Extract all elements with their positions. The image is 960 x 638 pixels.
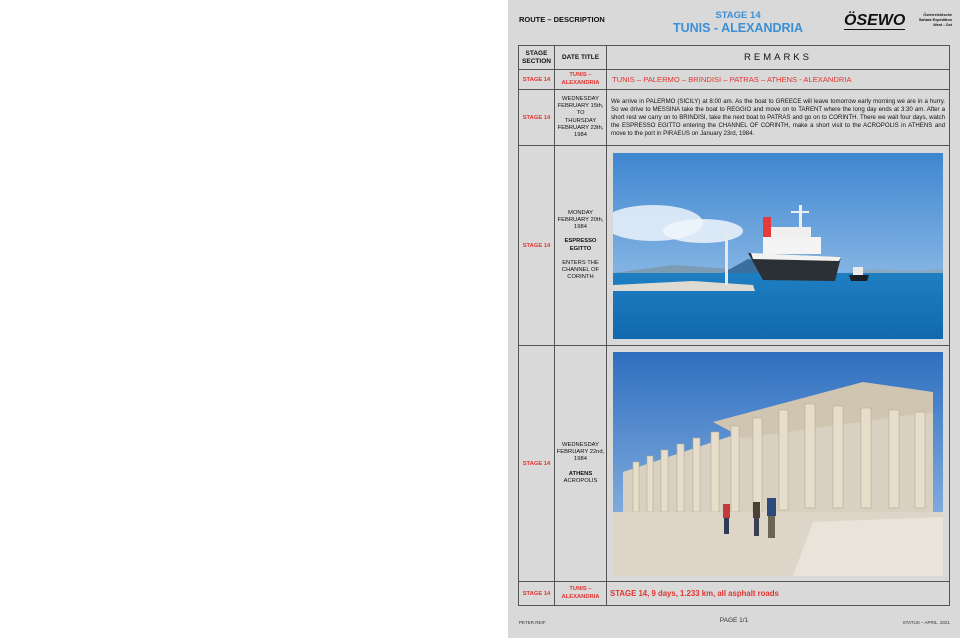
date-cell: WEDNESDAY FEBRUARY 22nd, 1984 ATHENS ACROPOLIS: [555, 346, 607, 582]
col-remarks-header: REMARKS: [607, 46, 950, 70]
stage-summary: STAGE 14, 9 days, 1.233 km, all asphalt roads: [607, 582, 950, 606]
stage-title: STAGE 14: [715, 10, 761, 21]
date-cell: MONDAY FEBRUARY 20th, 1984 ESPRESSO EGITTO ENTERS THE CHANNEL OF CORINTH: [555, 146, 607, 346]
footer-status: STATUS – APRIL, 2021: [902, 620, 950, 625]
header-label: ROUTE – DESCRIPTION: [519, 15, 605, 24]
table-row: STAGE 14 MONDAY FEBRUARY 20th, 1984 ESPRESSO EGITTO ENTERS THE CHANNEL OF CORINTH: [519, 146, 950, 346]
table-row: STAGE 14 TUNIS – ALEXANDRIA STAGE 14, 9 days, 1.233 km, all asphalt roads: [519, 582, 950, 606]
photo-cell: [607, 146, 950, 346]
remark-paragraph: We arrive in PALERMO (SICILY) at 8:00 am. As the boat to GREECE will leave tomorrow early morning we are in a hurry. So we drive to MESSINA take the boat to REGGIO and move on to TARENT where the long day ends at 3:30 am. After a short rest we carry on to BRINDISI, take the next boat to PATRAS and go on to CORINTH. There we wait four days, watch the ESPRESSO EGITTO entering the CHANNEL OF CORINTH, make a short visit to the ACROPOLIS in ATHENS and move to the port in PIRAEUS on January 23rd, 1984.: [607, 90, 950, 146]
photo-cell: [607, 346, 950, 582]
footer-author: PETER REIF: [519, 620, 546, 625]
col-stage-header: STAGE SECTION: [519, 46, 555, 70]
document-page: [508, 0, 960, 638]
logo-subtitle: Österreichische Sahara Expedition West - Ost: [918, 13, 952, 27]
col-date-header: DATE TITLE: [555, 46, 607, 70]
table-row: STAGE 14 TUNIS – ALEXANDRIA TUNIS – PALERMO – BRINDISI – PATRAS – ATHENS - ALEXANDRIA: [519, 70, 950, 90]
table-header-row: [519, 46, 950, 70]
footer-page-number: PAGE 1/1: [719, 617, 749, 624]
table-row: STAGE 14 WEDNESDAY FEBRUARY 15th, TO THURSDAY FEBRUARY 23th, 1984 We arrive in PALERMO (SICILY) at 8:00 am. As the boat to GREECE will leave tomorrow early morning we are in a hurry. So we drive to MESSINA take the boat to REGGIO and move on to TARENT where the long day ends at 3:30 am. After a short rest we carry on to BRINDISI, take the next boat to PATRAS and go on to CORINTH. There we wait four days, watch the ESPRESSO EGITTO entering the CHANNEL OF CORINTH, make a short visit to the ACROPOLIS in ATHENS and move to the port in PIRAEUS on January 23rd, 1984.: [519, 90, 950, 146]
route-table: [518, 45, 950, 606]
acropolis-photo: [613, 352, 943, 576]
table-row: STAGE 14 WEDNESDAY FEBRUARY 22nd, 1984 ATHENS ACROPOLIS: [519, 346, 950, 582]
date-cell: WEDNESDAY FEBRUARY 15th, TO THURSDAY FEBRUARY 23th, 1984: [555, 90, 607, 146]
osewo-logo: ÖSEWO: [844, 12, 906, 29]
ship-photo: [613, 153, 943, 339]
route-title: TUNIS - ALEXANDRIA: [672, 21, 804, 35]
